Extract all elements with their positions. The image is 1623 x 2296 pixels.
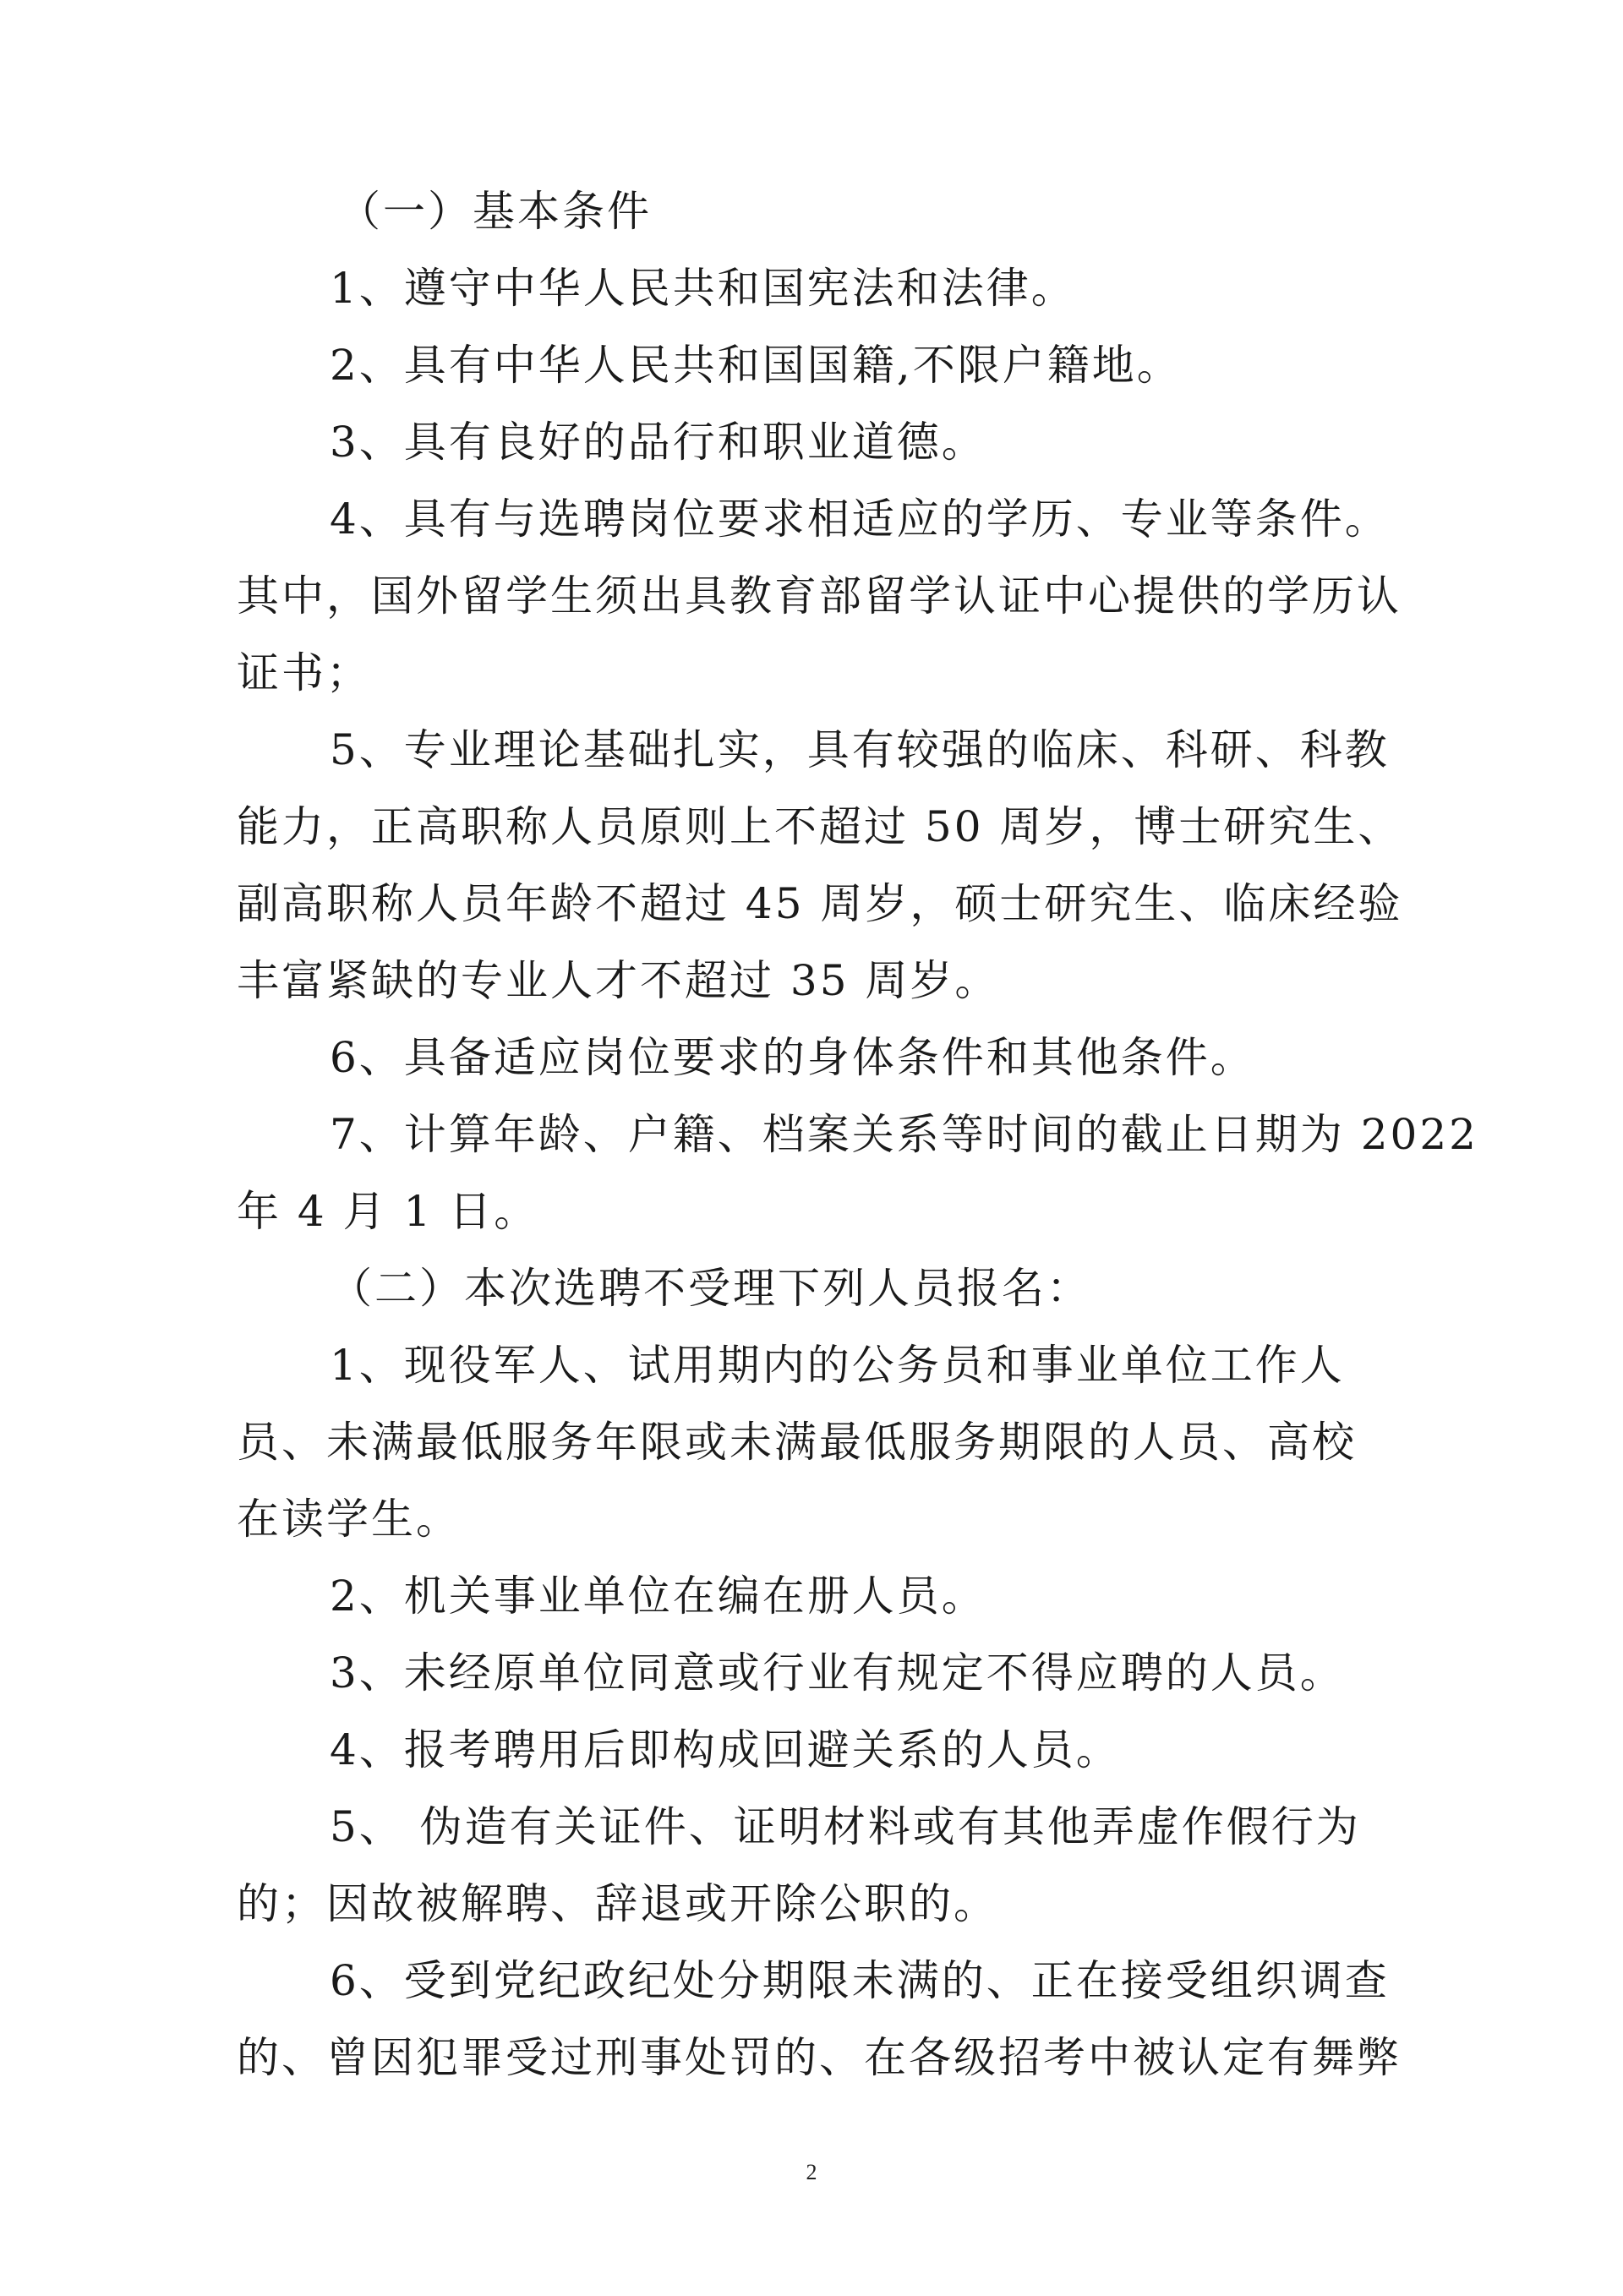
line-17: 员、未满最低服务年限或未满最低服务期限的人员、高校	[237, 1418, 1357, 1467]
line-7: 证书；	[237, 648, 371, 697]
line-1: （一）基本条件	[338, 187, 652, 236]
line-3: 2、具有中华人民共和国国籍,不限户籍地。	[330, 341, 1182, 390]
line-2: 1、遵守中华人民共和国宪法和法律。	[330, 264, 1076, 313]
line-22: 5、 伪造有关证件、证明材料或有其他弄虚作假行为	[330, 1802, 1361, 1851]
line-9: 能力，正高职称人员原则上不超过 50 周岁，博士研究生、	[237, 802, 1403, 851]
line-4: 3、具有良好的品行和职业道德。	[330, 418, 986, 467]
line-6: 其中，国外留学生须出具教育部留学认证中心提供的学历认	[237, 571, 1402, 620]
line-21: 4、报考聘用后即构成回避关系的人员。	[330, 1725, 1121, 1774]
line-12: 6、具备适应岗位要求的身体条件和其他条件。	[330, 1033, 1255, 1082]
line-11: 丰富紧缺的专业人才不超过 35 周岁。	[237, 956, 1000, 1005]
line-15: （二）本次选聘不受理下列人员报名：	[330, 1264, 1091, 1313]
line-20: 3、未经原单位同意或行业有规定不得应聘的人员。	[330, 1648, 1345, 1697]
line-25: 的、曾因犯罪受过刑事处罚的、在各级招考中被认定有舞弊	[237, 2033, 1402, 2082]
line-10: 副高职称人员年龄不超过 45 周岁，硕士研究生、临床经验	[237, 879, 1403, 928]
document-body	[237, 173, 1478, 2096]
line-14: 年 4 月 1 日。	[237, 1187, 539, 1236]
page-number: 2	[806, 2160, 817, 2184]
line-24: 6、受到党纪政纪处分期限未满的、正在接受组织调查	[330, 1956, 1390, 2005]
line-16: 1、现役军人、试用期内的公务员和事业单位工作人	[330, 1341, 1345, 1390]
line-8: 5、专业理论基础扎实，具有较强的临床、科研、科教	[330, 725, 1390, 774]
line-23: 的；因故被解聘、辞退或开除公职的。	[237, 1879, 998, 1928]
line-19: 2、机关事业单位在编在册人员。	[330, 1572, 986, 1621]
line-5: 4、具有与选聘岗位要求相适应的学历、专业等条件。	[330, 495, 1390, 544]
line-18: 在读学生。	[237, 1495, 461, 1544]
line-13: 7、计算年龄、户籍、档案关系等时间的截止日期为 2022	[330, 1110, 1478, 1159]
